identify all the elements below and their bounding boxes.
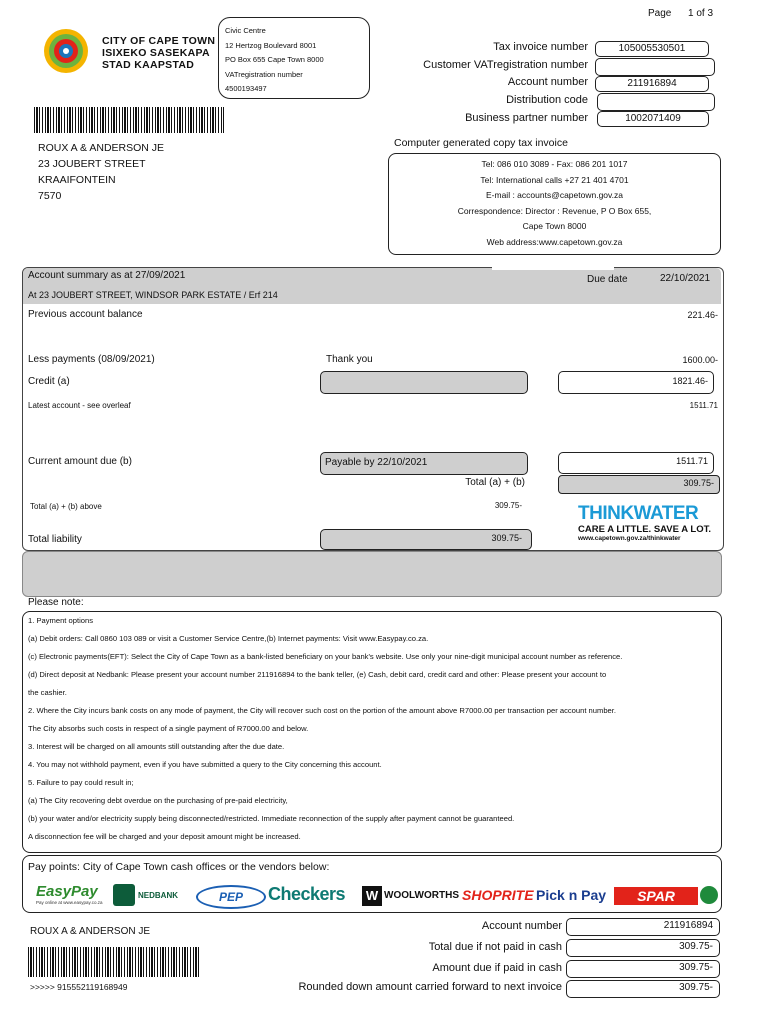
payable-by-field bbox=[320, 452, 528, 475]
credit-label: Credit (a) bbox=[28, 376, 70, 387]
note-line: The City absorbs such costs in respect of a single payment of R7000.00 and below. bbox=[28, 724, 309, 733]
slip-total-value: 309.75- bbox=[566, 939, 720, 957]
slip-name: ROUX A & ANDERSON JE bbox=[30, 926, 151, 937]
total-liability-value: 309.75- bbox=[491, 533, 522, 543]
header-gap bbox=[492, 266, 614, 270]
note-line: 5. Failure to pay could result in; bbox=[28, 778, 134, 787]
nedbank-icon bbox=[113, 884, 135, 906]
note-line: 4. You may not withhold payment, even if you have submitted a query to the City concerning this account. bbox=[28, 760, 382, 769]
customer-vat-field bbox=[595, 58, 715, 76]
civic-line: 12 Hertzog Boulevard 8001 bbox=[225, 40, 317, 50]
credit-value: 1821.46- bbox=[672, 376, 708, 386]
credit-gray-field bbox=[320, 371, 528, 394]
woolworths-icon: W bbox=[362, 886, 382, 906]
page-number: 1 of 3 bbox=[688, 8, 714, 19]
slip-reference: >>>>> 915552119168949 bbox=[30, 982, 128, 992]
total-ab-label: Total (a) + (b) bbox=[465, 477, 525, 488]
customer-vat-label: Customer VATregistration number bbox=[423, 59, 588, 71]
nedbank-name: NEDBANK bbox=[138, 891, 178, 900]
slip-account-value: 211916894 bbox=[566, 918, 720, 936]
easypay-name: EasyPay bbox=[36, 883, 98, 900]
postal-address bbox=[38, 140, 164, 204]
slip-rounded-label: Rounded down amount carried forward to next invoice bbox=[298, 981, 562, 993]
easypay-tagline: Pay online at www.easypay.co.za bbox=[36, 900, 103, 905]
contact-line: Correspondence: Director : Revenue, P O Box 655, bbox=[457, 205, 652, 216]
pep-name: PEP bbox=[218, 890, 243, 904]
payments-label: Less payments (08/09/2021) bbox=[28, 354, 155, 365]
distribution-code-field bbox=[597, 93, 715, 111]
think-water-url: www.capetown.gov.za/thinkwater bbox=[578, 535, 681, 542]
slip-total-label: Total due if not paid in cash bbox=[428, 941, 562, 953]
current-due-value: 1511.71 bbox=[676, 456, 708, 466]
copy-invoice-heading: Computer generated copy tax invoice bbox=[394, 137, 568, 149]
summary-header: Account summary as at 27/09/2021 bbox=[28, 270, 186, 281]
spar-tree-icon bbox=[700, 886, 718, 904]
checkers-logo: Checkers bbox=[268, 884, 346, 904]
property-address: At 23 JOUBERT STREET, WINDSOR PARK ESTATE / Erf 214 bbox=[28, 290, 278, 300]
slip-account-label: Account number bbox=[481, 920, 562, 932]
latest-account-value: 1511.71 bbox=[689, 401, 718, 410]
due-date: 22/10/2021 bbox=[660, 273, 711, 284]
civic-line: Civic Centre bbox=[225, 26, 266, 35]
business-partner-label: Business partner number bbox=[465, 112, 588, 124]
address-line: ROUX A & ANDERSON JE bbox=[38, 142, 165, 154]
note-line: the cashier. bbox=[28, 688, 67, 697]
notes-box bbox=[22, 611, 722, 853]
total-ab-value: 309.75- bbox=[683, 478, 714, 488]
note-line: 3. Interest will be charged on all amounts still outstanding after the due date. bbox=[28, 742, 285, 751]
pay-points-heading: Pay points: City of Cape Town cash offices or the vendors below: bbox=[28, 861, 330, 873]
total-liability-label: Total liability bbox=[28, 534, 82, 545]
account-barcode bbox=[34, 107, 224, 133]
contact-line: E-mail : accounts@capetown.gov.za bbox=[486, 190, 623, 200]
thank-you-text: Thank you bbox=[326, 354, 373, 365]
contact-line: Web address:www.capetown.gov.za bbox=[486, 236, 623, 247]
think-water-logo: THINKWATER bbox=[578, 503, 699, 524]
payments-value: 1600.00- bbox=[682, 355, 718, 365]
account-number-label: Account number bbox=[507, 76, 588, 88]
previous-balance-value: 221.46- bbox=[687, 310, 718, 320]
woolworths-name: WOOLWORTHS bbox=[384, 890, 459, 901]
total-above-value: 309.75- bbox=[494, 501, 522, 510]
city-logo-icon bbox=[36, 26, 96, 76]
tax-invoice-label: Tax invoice number bbox=[493, 41, 588, 53]
slip-cash-label: Amount due if paid in cash bbox=[432, 962, 562, 974]
spar-name: SPAR bbox=[637, 888, 675, 904]
latest-account-label: Latest account - see overleaf bbox=[28, 401, 131, 410]
civic-line: 4500193497 bbox=[225, 84, 267, 93]
city-name: CITY OF CAPE TOWN ISIXEKO SASEKAPA STAD KAAPSTAD bbox=[102, 35, 216, 71]
note-line: (d) Direct deposit at Nedbank: Please present your account number 211916894 to the bank teller, (e) Cash, debit card, credit card and other: Please present your account to bbox=[28, 670, 607, 679]
tax-invoice-field: 105005530501 bbox=[595, 41, 709, 57]
contact-line: Tel: International calls +27 21 401 4701 bbox=[480, 174, 629, 185]
page-label: Page bbox=[648, 8, 672, 19]
business-partner-field: 1002071409 bbox=[597, 111, 709, 127]
contact-line: Cape Town 8000 bbox=[522, 221, 587, 231]
total-above-label: Total (a) + (b) above bbox=[30, 502, 102, 511]
payable-by-text: Payable by 22/10/2021 bbox=[325, 457, 428, 468]
note-line: A disconnection fee will be charged and your deposit amount might be increased. bbox=[28, 832, 301, 841]
current-due-label: Current amount due (b) bbox=[28, 456, 132, 467]
note-line: 1. Payment options bbox=[28, 616, 94, 625]
shoprite-logo: SHOPRITE bbox=[462, 887, 534, 903]
slip-barcode bbox=[28, 947, 200, 977]
account-number-field: 211916894 bbox=[595, 76, 709, 92]
please-note-heading: Please note: bbox=[28, 597, 84, 608]
contact-box bbox=[388, 153, 721, 255]
easypay-logo bbox=[36, 884, 110, 905]
slip-rounded-value: 309.75- bbox=[566, 980, 720, 998]
address-line: KRAAIFONTEIN bbox=[38, 174, 116, 186]
due-date-label: Due date bbox=[587, 274, 628, 285]
note-line: (b) your water and/or electricity supply being disconnected/restricted. Immediate reconnection of the supply after payment cannot be guaranteed. bbox=[28, 814, 515, 823]
slip-cash-value: 309.75- bbox=[566, 960, 720, 978]
previous-balance-label: Previous account balance bbox=[28, 309, 143, 320]
distribution-code-label: Distribution code bbox=[506, 94, 588, 106]
think-water-slogan: CARE A LITTLE. SAVE A LOT. bbox=[578, 524, 711, 535]
note-line: (a) Debit orders: Call 0860 103 089 or visit a Customer Service Centre,(b) Internet payments: Visit www.Easypay.co.za. bbox=[28, 634, 429, 643]
note-line: 2. Where the City incurs bank costs on any mode of payment, the City will recover such cost on the portion of the amount above R7000.00 per transaction per account number. bbox=[28, 706, 616, 715]
contact-line: Tel: 086 010 3089 - Fax: 086 201 1017 bbox=[481, 159, 628, 169]
spar-logo bbox=[614, 887, 698, 905]
picknpay-logo: Pick n Pay bbox=[536, 887, 607, 903]
civic-line: VATregistration number bbox=[225, 69, 303, 79]
civic-line: PO Box 655 Cape Town 8000 bbox=[225, 55, 324, 64]
think-water-ad bbox=[578, 504, 713, 542]
note-line: (c) Electronic payments(EFT): Select the City of Cape Town as a bank-listed beneficiary on your bank's website. Use only your nine-digit municipal account number as reference. bbox=[28, 652, 623, 661]
civic-centre-box bbox=[218, 17, 370, 99]
address-line: 23 JOUBERT STREET bbox=[38, 158, 146, 170]
gray-banner bbox=[22, 551, 722, 597]
address-line: 7570 bbox=[38, 190, 62, 202]
note-line: (a) The City recovering debt overdue on the purchasing of pre-paid electricity, bbox=[28, 796, 288, 805]
pep-logo bbox=[196, 885, 266, 909]
